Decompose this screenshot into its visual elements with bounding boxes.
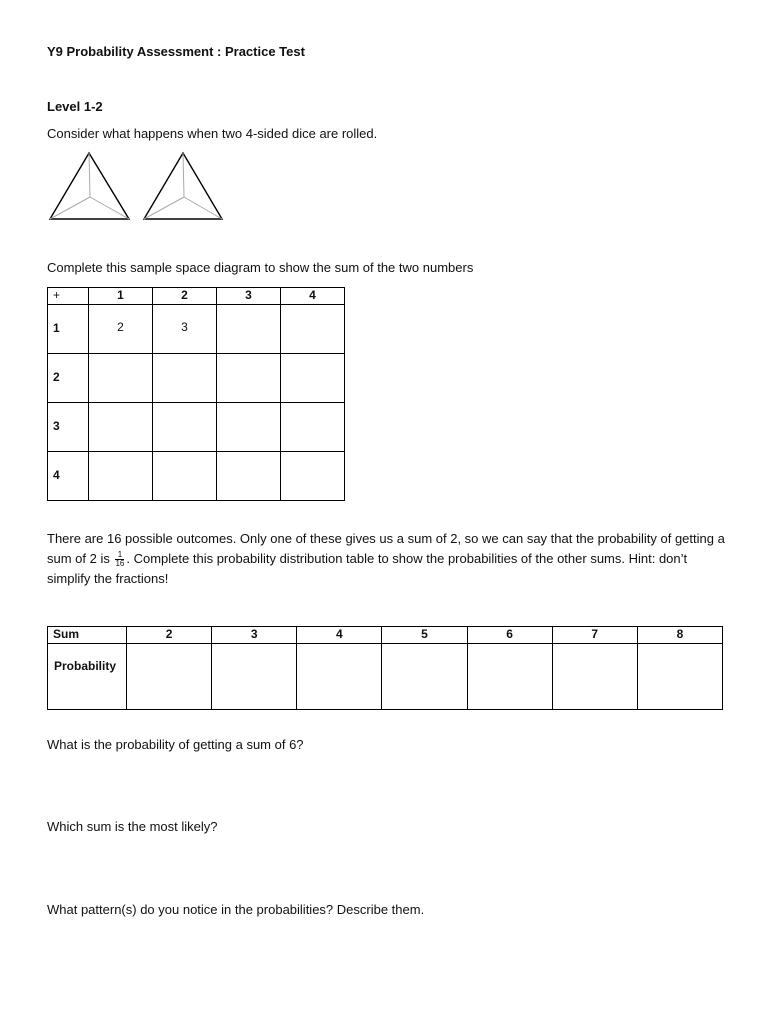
sum-cell[interactable]: 2 bbox=[89, 305, 153, 354]
sum-cell[interactable]: 3 bbox=[153, 305, 217, 354]
sample-space-instruction: Complete this sample space diagram to show the sum of the two numbers bbox=[47, 260, 474, 275]
fraction-denominator: 16 bbox=[115, 559, 125, 569]
probability-distribution-table bbox=[47, 626, 723, 710]
page-title: Y9 Probability Assessment : Practice Test bbox=[47, 44, 305, 59]
sum-cell[interactable] bbox=[153, 403, 217, 452]
sum-cell[interactable] bbox=[217, 452, 281, 501]
question-2: Which sum is the most likely? bbox=[47, 819, 218, 834]
sum-cell[interactable] bbox=[153, 354, 217, 403]
sum-header: 6 bbox=[467, 627, 552, 644]
fraction-one-sixteenth bbox=[115, 551, 124, 568]
row-header: 3 bbox=[48, 403, 89, 452]
sum-header: 7 bbox=[552, 627, 637, 644]
tetrahedron-dice-icon bbox=[50, 153, 129, 219]
dice-illustration bbox=[46, 150, 226, 222]
sum-header: 5 bbox=[382, 627, 467, 644]
fraction-numerator: 1 bbox=[115, 551, 124, 560]
probability-cell[interactable] bbox=[552, 644, 637, 710]
corner-cell: + bbox=[48, 288, 89, 305]
row-header: 1 bbox=[48, 305, 89, 354]
intro-text: Consider what happens when two 4-sided dice are rolled. bbox=[47, 126, 378, 141]
sum-cell[interactable] bbox=[281, 305, 345, 354]
sum-cell[interactable] bbox=[281, 354, 345, 403]
sum-header: 3 bbox=[212, 627, 297, 644]
explanation-paragraph bbox=[47, 529, 727, 589]
sum-cell[interactable] bbox=[281, 452, 345, 501]
column-header: 3 bbox=[217, 288, 281, 305]
probability-cell[interactable] bbox=[382, 644, 467, 710]
explanation-part2: . Complete this probability distribution table to show the probabilities of the other sums. Hint: don’t simplify the fractions! bbox=[47, 551, 688, 586]
sum-row-label: Sum bbox=[48, 627, 127, 644]
sum-cell[interactable] bbox=[217, 354, 281, 403]
sum-header: 2 bbox=[127, 627, 212, 644]
tetrahedron-dice-icon bbox=[144, 153, 222, 219]
column-header: 2 bbox=[153, 288, 217, 305]
sum-cell[interactable] bbox=[217, 305, 281, 354]
column-header: 1 bbox=[89, 288, 153, 305]
sum-cell[interactable] bbox=[89, 403, 153, 452]
explanation-part1: There are 16 possible outcomes. Only one of these gives us a sum of 2, so we can say that the probability of getting a sum of 2 is bbox=[47, 531, 725, 566]
sum-cell[interactable] bbox=[89, 452, 153, 501]
question-1: What is the probability of getting a sum of 6? bbox=[47, 737, 304, 752]
column-header: 4 bbox=[281, 288, 345, 305]
row-header: 2 bbox=[48, 354, 89, 403]
probability-cell[interactable] bbox=[127, 644, 212, 710]
probability-cell[interactable] bbox=[637, 644, 722, 710]
sum-cell[interactable] bbox=[153, 452, 217, 501]
probability-cell[interactable] bbox=[297, 644, 382, 710]
row-header: 4 bbox=[48, 452, 89, 501]
sum-header: 8 bbox=[637, 627, 722, 644]
level-heading: Level 1-2 bbox=[47, 99, 103, 114]
probability-row-label: Probability bbox=[48, 644, 127, 710]
sum-cell[interactable] bbox=[217, 403, 281, 452]
sample-space-table bbox=[47, 287, 345, 501]
sum-cell[interactable] bbox=[89, 354, 153, 403]
sum-header: 4 bbox=[297, 627, 382, 644]
probability-cell[interactable] bbox=[467, 644, 552, 710]
question-3: What pattern(s) do you notice in the probabilities? Describe them. bbox=[47, 902, 425, 917]
probability-cell[interactable] bbox=[212, 644, 297, 710]
sum-cell[interactable] bbox=[281, 403, 345, 452]
